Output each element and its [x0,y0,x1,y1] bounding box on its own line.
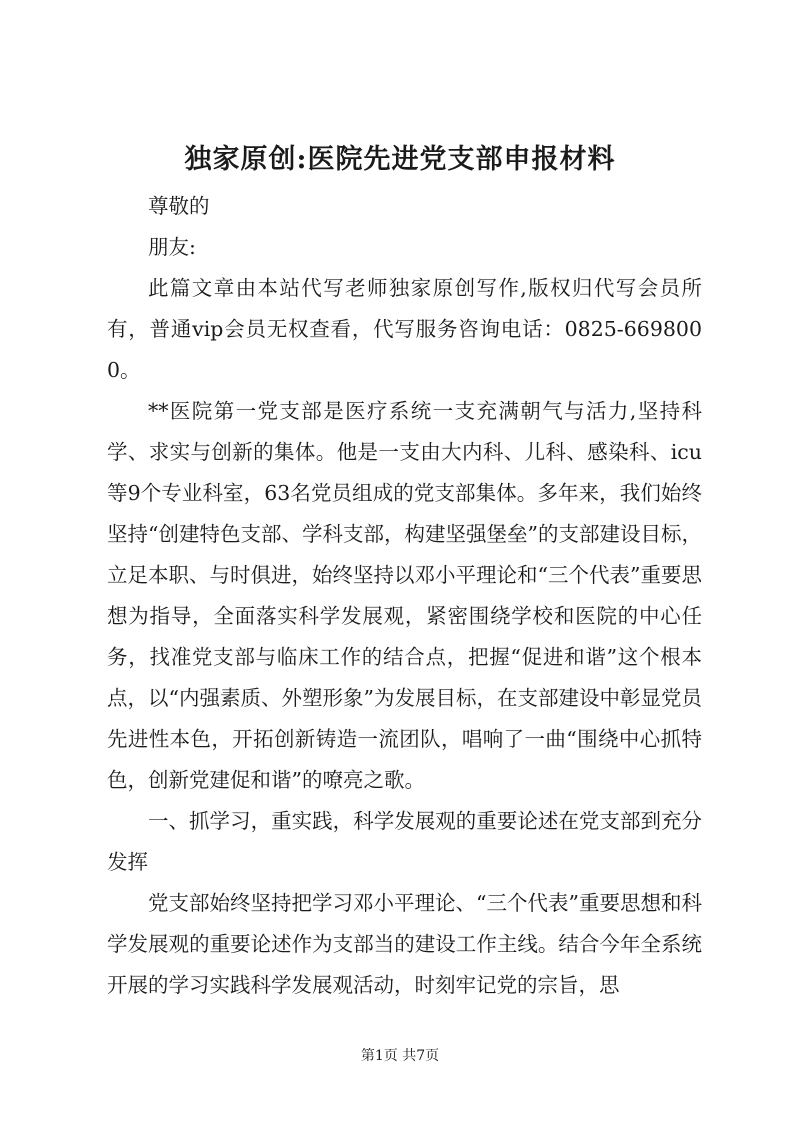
document-title: 独家原创:医院先进党支部申报材料 [184,144,616,175]
intro-paragraph: **医院第一党支部是医疗系统一支充满朝气与活力,坚持科学、求实与创新的集体。他是一支由大内科、儿科、感染科、icu等9个专业科室，63名党员组成的党支部集体。多年来，我们始终坚持“创建特色支部、学科支部，构建坚强堡垒”的支部建设目标，立足本职、与时俱进，始终坚持以邓小平理论和“三个代表”重要思想为指导，全面落实科学发展观，紧密围绕学校和医院的中心任务，找准党支部与临床工作的结合点，把握“促进和谐”这个根本点，以“内强素质、外塑形象”为发展目标，在支部建设中彰显党员先进性本色，开拓创新铸造一流团队，唱响了一曲“围绕中心抓特色，创新党建促和谐”的嘹亮之歌。 [107,399,702,792]
salutation-line-2: 朋友: [148,235,196,259]
page-number-footer: 第1页 共7页 [360,1048,440,1064]
document-body [107,186,702,1006]
body-paragraph: 党支部始终坚持把学习邓小平理论、“三个代表”重要思想和科学发展观的重要论述作为支部当的建设工作主线。结合今年全系统开展的学习实践科学发展观活动，时刻牢记党的宗旨，思 [107,891,702,997]
salutation-line-1: 尊敬的 [148,194,210,218]
section-heading: 一、抓学习，重实践，科学发展观的重要论述在党支部到充分发挥 [107,809,702,874]
copyright-paragraph: 此篇文章由本站代写老师独家原创写作,版权归代写会员所有，普通vip会员无权查看，代写服务咨询电话：0825-6698000。 [107,276,702,382]
